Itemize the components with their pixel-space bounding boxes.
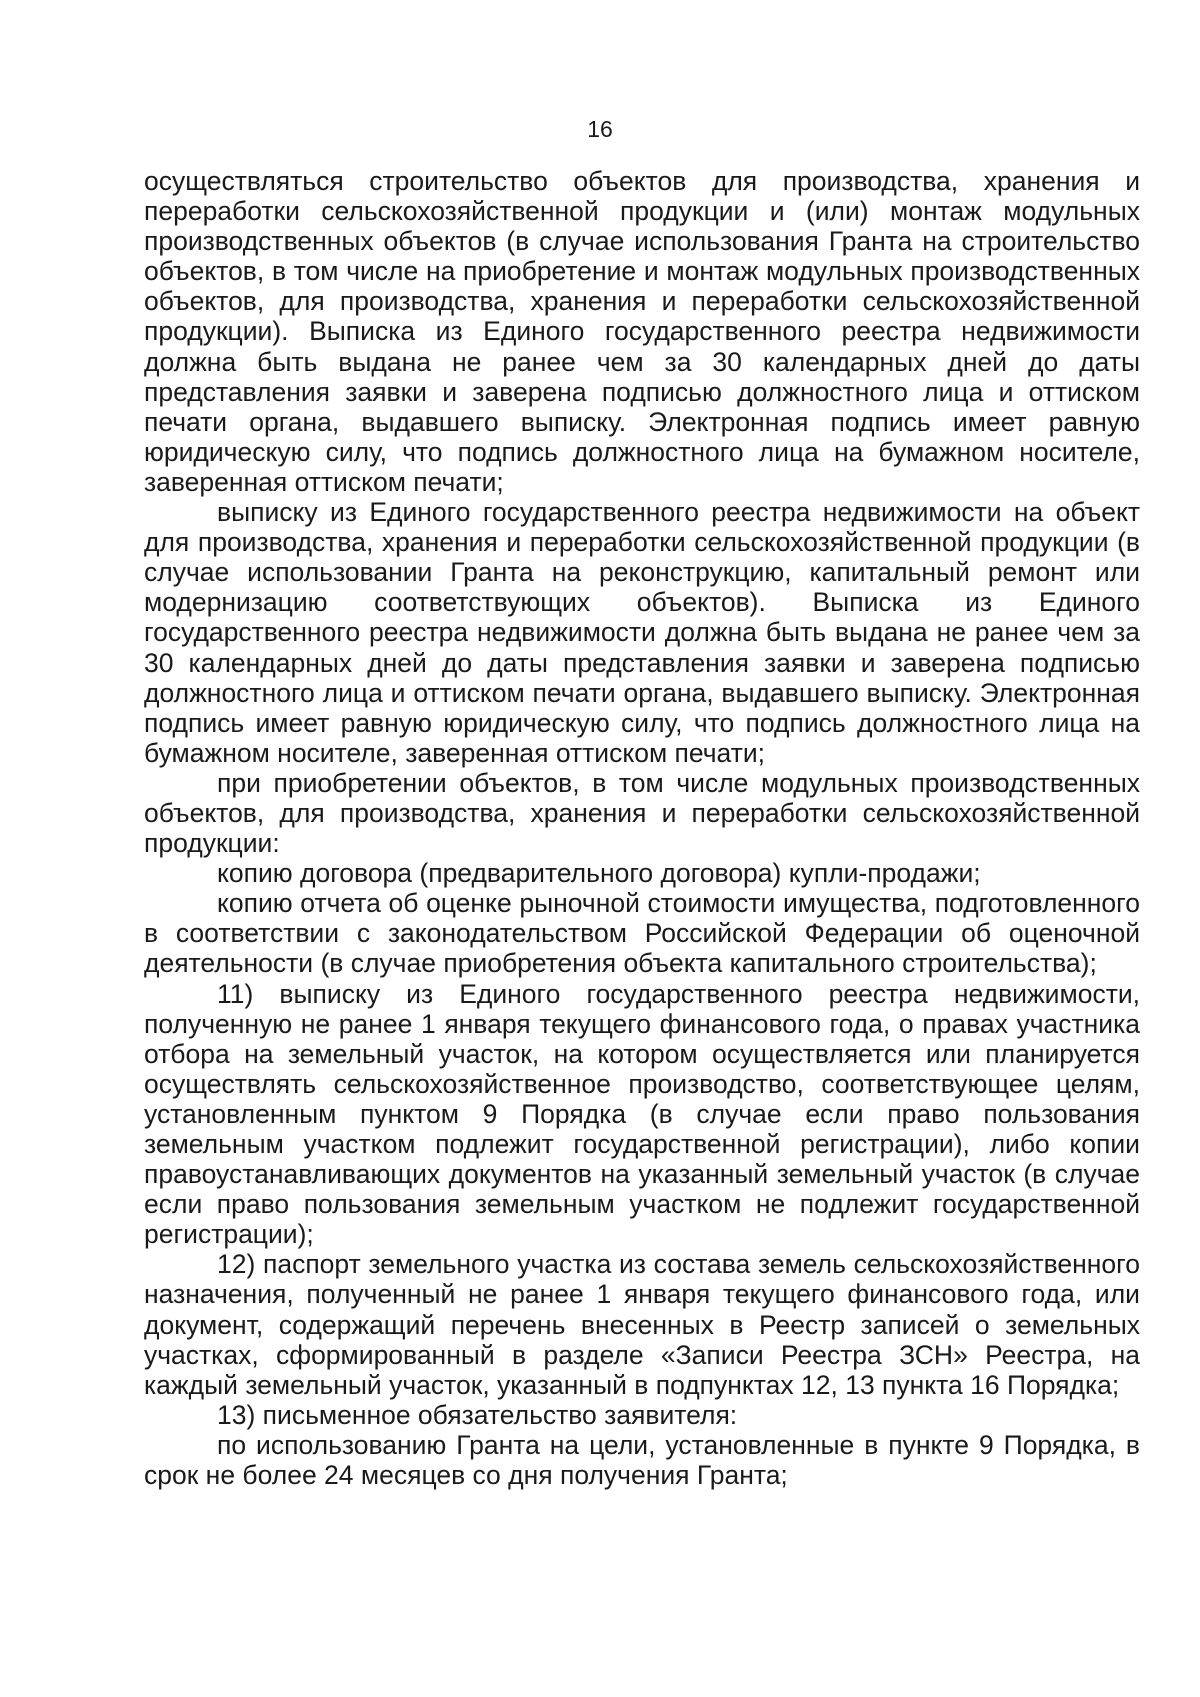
page-number: 16	[587, 116, 613, 142]
paragraph: выписку из Единого государственного реестра недвижимости на объект для производства, хранения и переработки сельскохозяйственной продукции (в случае использовании Гранта на реконструкцию, капитальный ремонт или модернизацию соответствующих объектов). Выписка из Единого государственного реестра недвижимости должна быть выдана не ранее чем за 30 календарных дней до даты представления заявки и заверена подписью должностного лица и оттиском печати органа, выдавшего выписку. Электронная подпись имеет равную юридическую силу, что подпись должностного лица на бумажном носителе, заверенная оттиском печати;	[144, 497, 1140, 768]
paragraph: по использованию Гранта на цели, установленные в пункте 9 Порядка, в срок не более 24 месяцев со дня получения Гранта;	[144, 1429, 1140, 1491]
paragraph: копию договора (предварительного договора) купли-продажи;	[217, 858, 981, 889]
paragraph: копию отчета об оценке рыночной стоимости имущества, подготовленного в соответствии с законодательством Российской Федерации об оценочной деятельности (в случае приобретения объекта капитального строительства);	[144, 888, 1140, 979]
paragraph: 11) выписку из Единого государственного реестра недвижимости, полученную не ранее 1 января текущего финансового года, о правах участника отбора на земельный участок, на котором осуществляется или планируется осуществлять сельскохозяйственное производство, соответствующее целям, установленным пунктом 9 Порядка (в случае если право пользования земельным участком подлежит государственной регистрации), либо копии правоустанавливающих документов на указанный земельный участок (в случае если право пользования земельным участком не подлежит государственной регистрации);	[144, 978, 1140, 1250]
paragraph: при приобретении объектов, в том числе модульных производственных объектов, для производства, хранения и переработки сельскохозяйственной продукции:	[144, 767, 1140, 859]
paragraph: осуществляться строительство объектов для производства, хранения и переработки сельскохозяйственной продукции и (или) монтаж модульных производственных объектов (в случае использования Гранта на строительство объектов, в том числе на приобретение и монтаж модульных производственных объектов, для производства, хранения и переработки сельскохозяйственной продукции). Выписка из Единого государственного реестра недвижимости должна быть выдана не ранее чем за 30 календарных дней до даты представления заявки и заверена подписью должностного лица и оттиском печати органа, выдавшего выписку. Электронная подпись имеет равную юридическую силу, что подпись должностного лица на бумажном носителе, заверенная оттиском печати;	[144, 166, 1140, 497]
paragraph: 13) письменное обязательство заявителя:	[217, 1399, 738, 1430]
document-body	[144, 166, 1140, 1490]
paragraph: 12) паспорт земельного участка из состава земель сельскохозяйственного назначения, полученный не ранее 1 января текущего финансового года, или документ, содержащий перечень внесенных в Реестр записей о земельных участках, сформированный в разделе «Записи Реестра ЗСН» Реестра, на каждый земельный участок, указанный в подпунктах 12, 13 пункта 16 Порядка;	[144, 1249, 1140, 1400]
